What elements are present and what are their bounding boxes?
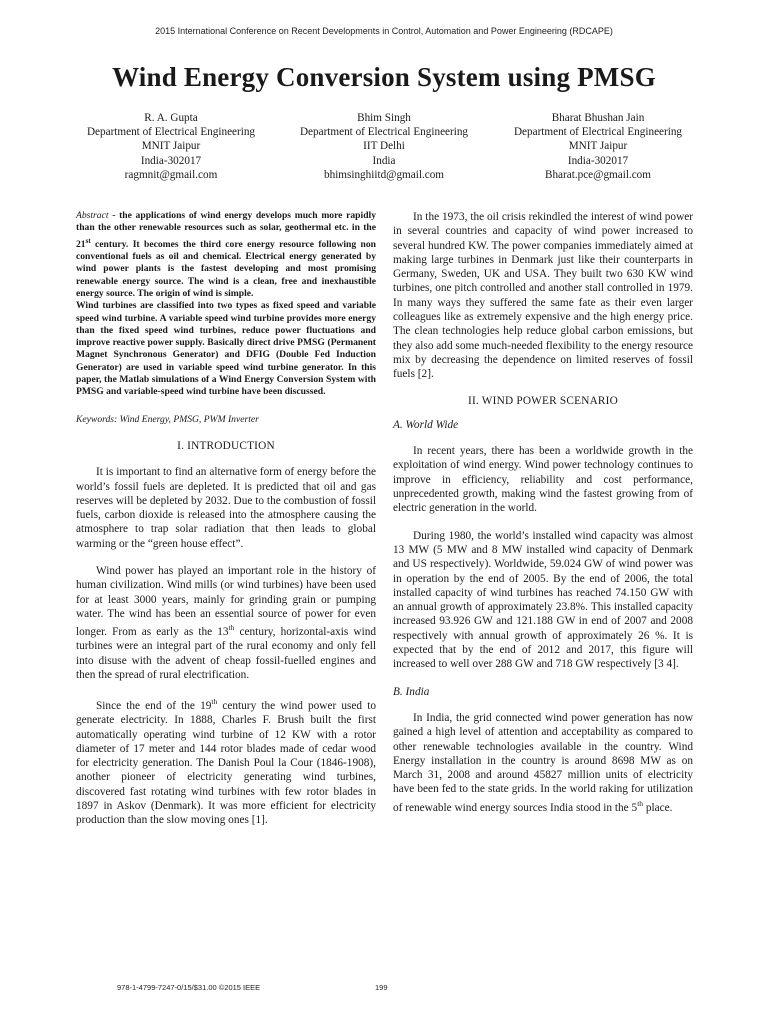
author-institution: MNIT Jaipur — [141, 140, 201, 153]
author-name: R. A. Gupta — [144, 112, 198, 124]
abstract-paragraph: Abstract - the applications of wind energy develops much more rapidly than the other renewable resources such as solar, geothermal etc. in the 21st century. It becomes the third core energy resource following non conventional fuels as oil and chemical. Electrical energy generated by wind power plants is the fastest developing and most promising renewable energy source. The wind is a clean, free and inexhaustible energy source. The origin of wind is simple. — [76, 210, 376, 299]
section-heading-wind-power-scenario: II. WIND POWER SCENARIO — [468, 394, 618, 407]
india-paragraph: In India, the grid connected wind power generation has now gained a high level of attention and acceptability as compared to other renewable technologies available in the country. Wind Energy installation in the country is around 8698 MW as on March 31, 2008 and around 45827 million units of electricity have been fed to the state grids. In the world raking for utilization of renewable wind energy sources India stood in the 5th place. — [393, 711, 693, 814]
abstract-label: Abstract — [76, 210, 109, 221]
history-paragraph: In the 1973, the oil crisis rekindled the interest of wind power in several countries and capacity of wind power increased to several hundred KW. The power companies immediately aimed at making large turbines in Denmark just like their counterparts in Germany, Sweden, UK and USA. They built two 630 KW wind turbines, one pitch controlled and another stall controlled in 1979. In many ways they suffered the same fate as their even larger colleagues like as extremely expensive and the high energy price. The clean technologies help reduce global carbon emissions, but they also add some much-needed flexibility to the energy resource mix by decreasing the dependence on limited reserves of fossil fuels [2]. — [393, 211, 694, 381]
author-location: India — [372, 154, 396, 167]
footer-isbn: 978-1-4799-7247-0/15/$31.00 ©2015 IEEE — [117, 983, 261, 992]
conference-header: 2015 International Conference on Recent Developments in Control, Automation and Power Engineering (RDCAPE) — [155, 26, 613, 36]
paper-title: Wind Energy Conversion System using PMSG — [112, 62, 656, 92]
section-heading-introduction: I. INTRODUCTION — [177, 439, 275, 452]
author-block-3 — [488, 111, 708, 182]
subsection-heading-world-wide: A. World Wide — [393, 418, 459, 431]
author-name: Bhim Singh — [357, 112, 411, 124]
author-block-1 — [61, 111, 281, 182]
author-block-2 — [274, 111, 494, 182]
author-name: Bharat Bhushan Jain — [551, 112, 645, 124]
intro-paragraph-1: It is important to find an alternative form of energy before the world’s fossil fuels are depleted. It is predicted that oil and gas reserves will be depleted by 2032. Due to the combustion of fossil fuels, carbon dioxide is released into the atmosphere causing the atmosphere to trap solar radiation that then leads to global warming or the “green house effect”. — [76, 466, 376, 550]
author-email: Bharat.pce@gmail.com — [545, 168, 651, 181]
author-email: ragmnit@gmail.com — [124, 168, 218, 181]
left-column — [76, 210, 376, 828]
author-location: India-302017 — [567, 154, 629, 167]
author-department: Department of Electrical Engineering — [86, 126, 256, 139]
intro-paragraph-2: Wind power has played an important role in the history of human civilization. Wind mills (or wind turbines) have been used for at least 3000 years, mainly for grinding grain or pumping water. The wind has been an essential source of power for even longer. From as early as the 13th century, horizontal-axis wind turbines were an integral part of the rural economy and only fell into disuse with the advent of cheap fossil-fuelled engines and then the spread of rural electrification. — [76, 565, 377, 681]
subsection-heading-india: B. India — [393, 685, 430, 698]
abstract-paragraph-2: Wind turbines are classified into two types as fixed speed and variable speed wind turbine. A variable speed wind turbine provides more energy than the fixed speed wind turbines, reduce power fluctuations and improve reactive power supply. Basically direct drive PMSG (Permanent Magnet Synchronous Generator) and DFIG (Double Fed Induction Generator) are used in variable speed wind turbine generator. In this paper, the Matlab simulations of a Wind Energy Conversion System with PMSG and variable-speed wind turbine have been discussed. — [76, 300, 376, 398]
right-column — [393, 210, 693, 815]
author-department: Department of Electrical Engineering — [513, 126, 683, 139]
keywords: Keywords: Wind Energy, PMSG, PWM Inverter — [76, 413, 259, 425]
page-number: 199 — [375, 983, 388, 992]
author-email: bhimsinghiitd@gmail.com — [324, 168, 444, 181]
author-institution: MNIT Jaipur — [568, 140, 628, 153]
intro-paragraph-3: Since the end of the 19th century the wind power used to generate electricity. In 1888, Charles F. Brush built the first automatically operating wind turbine of 12 KW with a rotor diameter of 17 meter and 144 rotor blades made of cedar wood for electricity generation. The Danish Poul la Cour (1846-1908), another pioneer of electricity generating wind turbines, discovered fast rotating wind turbines with few rotor blades in 1897 in Askov (Denmark). It was more efficient for electricity production than the slow moving ones [1]. — [76, 697, 376, 827]
world-paragraph-1: In recent years, there has been a worldwide growth in the exploitation of wind energy. Wind power technology continues to improve in efficiency, reliability and cost performance, unprecedented growth, making wind the fastest growing from of electric generation in the world. — [393, 445, 693, 515]
world-paragraph-2: During 1980, the world’s installed wind capacity was almost 13 MW (5 MW and 8 MW installed wind capacity of Denmark and US respectively). Worldwide, 59.024 GW of wind power was in operation by the end of 2005. By the end of 2006, the total installed capacity of wind turbines has reached 74.150 GW with an annual growth of approximately 23.8%. This installed capacity increased 93.926 GW and 121.188 GW in end of 2007 and 2008 respectively with annual growth of approximately 26 %. It is expected that by the end of 2012 and 2017, this figure will increased to well over 288 GW and 718 GW respectively [3 4]. — [393, 529, 693, 671]
author-location: India-302017 — [140, 154, 202, 167]
author-institution: IIT Delhi — [363, 140, 405, 153]
author-department: Department of Electrical Engineering — [299, 126, 469, 139]
